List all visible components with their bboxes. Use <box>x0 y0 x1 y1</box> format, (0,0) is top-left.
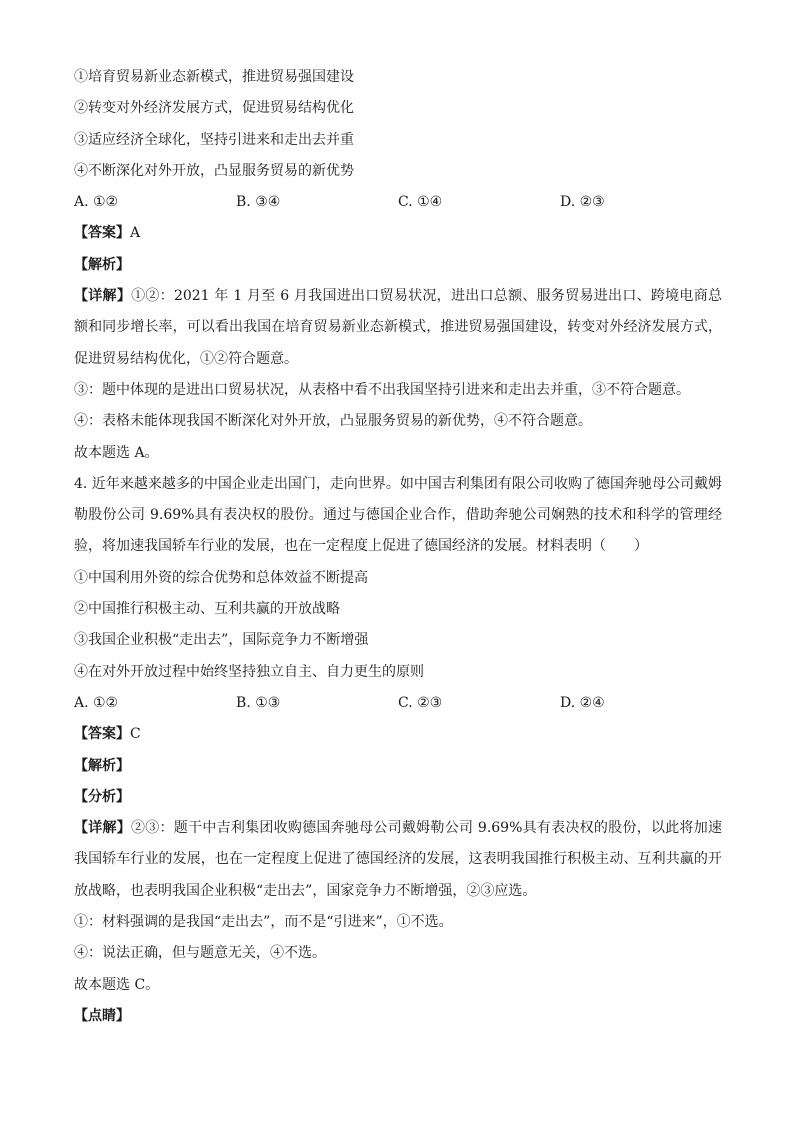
q3-option-a: A. ①② <box>74 194 119 211</box>
q4-note-4: ④：说法正确，但与题意无关，④不选。 <box>74 945 326 962</box>
q3-choice-1: ①培育贸易新业态新模式，推进贸易强国建设 <box>74 69 354 85</box>
q4-options <box>74 688 722 719</box>
q4-choice-1: ①中国利用外资的综合优势和总体效益不断提高 <box>74 569 368 586</box>
q3-option-c: C. ①④ <box>398 194 443 211</box>
q4-option-c: C. ②③ <box>398 694 443 711</box>
q3-note-4: ④：表格未能体现我国不断深化对外开放，凸显服务贸易的新优势，④不符合题意。 <box>74 413 592 430</box>
q3-options <box>74 187 722 218</box>
q3-choice-4: ④不断深化对外开放，凸显服务贸易的新优势 <box>74 162 354 179</box>
q3-detail-text: ①②：2021 年 1 月至 6 月我国进出口贸易状况，进出口总额、服务贸易进出口、跨境电商总额和同步增长率，可以看出我国在培育贸易新业态新模式，推进贸易强国建设，转变对外经济发展方式，促进贸易结构优化，①②符合题意。 <box>74 288 722 367</box>
q3-option-b: B. ③④ <box>236 194 281 211</box>
q3-analysis-label: 【解析】 <box>74 256 130 273</box>
q4-choice-3: ③我国企业积极“走出去”，国际竞争力不断增强 <box>74 632 369 649</box>
q4-option-d: D. ②④ <box>560 694 605 711</box>
q3-answer-label: 【答案】 <box>74 225 130 242</box>
q4-detail <box>74 813 722 907</box>
q4-detail-text: ②③：题干中吉利集团收购德国奔驰母公司戴姆勒公司 9.69%具有表决权的股份，以此将加速我国轿车行业的发展，也在一定程度上促进了德国经济的发展，这表明我国推行积极主动、互利共赢的开放战略，也表明我国企业积极“走出去”，国家竞争力不断增强，②③应选。 <box>74 820 722 899</box>
q4-answer-value: C <box>130 726 141 743</box>
q4-stem: 4. 近年来越来越多的中国企业走出国门，走向世界。如中国吉利集团有限公司收购了德国奔驰母公司戴姆勒股份公司 9.69%具有表决权的股份。通过与德国企业合作，借助奔驰公司娴熟的技术和科学的管理经验，将加速我国轿车行业的发展，也在一定程度上促进了德国经济的发展。材料表明（ ） <box>74 475 722 555</box>
q4-choice-4: ④在对外开放过程中始终坚持独立自主、自力更生的原则 <box>74 663 424 680</box>
document-page <box>74 62 722 1032</box>
q4-detail-label: 【详解】 <box>74 820 132 837</box>
q4-option-a: A. ①② <box>74 694 119 711</box>
q4-analysis-label: 【解析】 <box>74 757 130 774</box>
q4-choice-2: ②中国推行积极主动、互利共赢的开放战略 <box>74 601 340 618</box>
q4-note-1: ①：材料强调的是我国“走出去”，而不是“引进来”，①不选。 <box>74 914 453 931</box>
q3-answer-value: A <box>130 225 141 242</box>
q4-answer-label: 【答案】 <box>74 726 130 743</box>
q3-answer <box>74 218 722 249</box>
q3-option-d: D. ②③ <box>560 194 605 211</box>
q3-choice-3: ③适应经济全球化，坚持引进来和走出去并重 <box>74 131 354 148</box>
q3-detail-label: 【详解】 <box>74 288 132 305</box>
q3-choice-2: ②转变对外经济发展方式，促进贸易结构优化 <box>74 100 354 117</box>
q4-dianjing-label: 【点睛】 <box>74 1007 130 1024</box>
q4-option-b: B. ①③ <box>236 694 281 711</box>
q4-fenxi-label: 【分析】 <box>74 788 130 805</box>
q3-conclusion: 故本题选 A。 <box>74 444 159 461</box>
q4-conclusion: 故本题选 C。 <box>74 976 160 993</box>
q3-note-3: ③：题中体现的是进出口贸易状况，从表格中看不出我国坚持引进来和走出去并重，③不符合题意。 <box>74 381 690 398</box>
q4-answer <box>74 719 722 750</box>
q3-detail <box>74 281 722 375</box>
